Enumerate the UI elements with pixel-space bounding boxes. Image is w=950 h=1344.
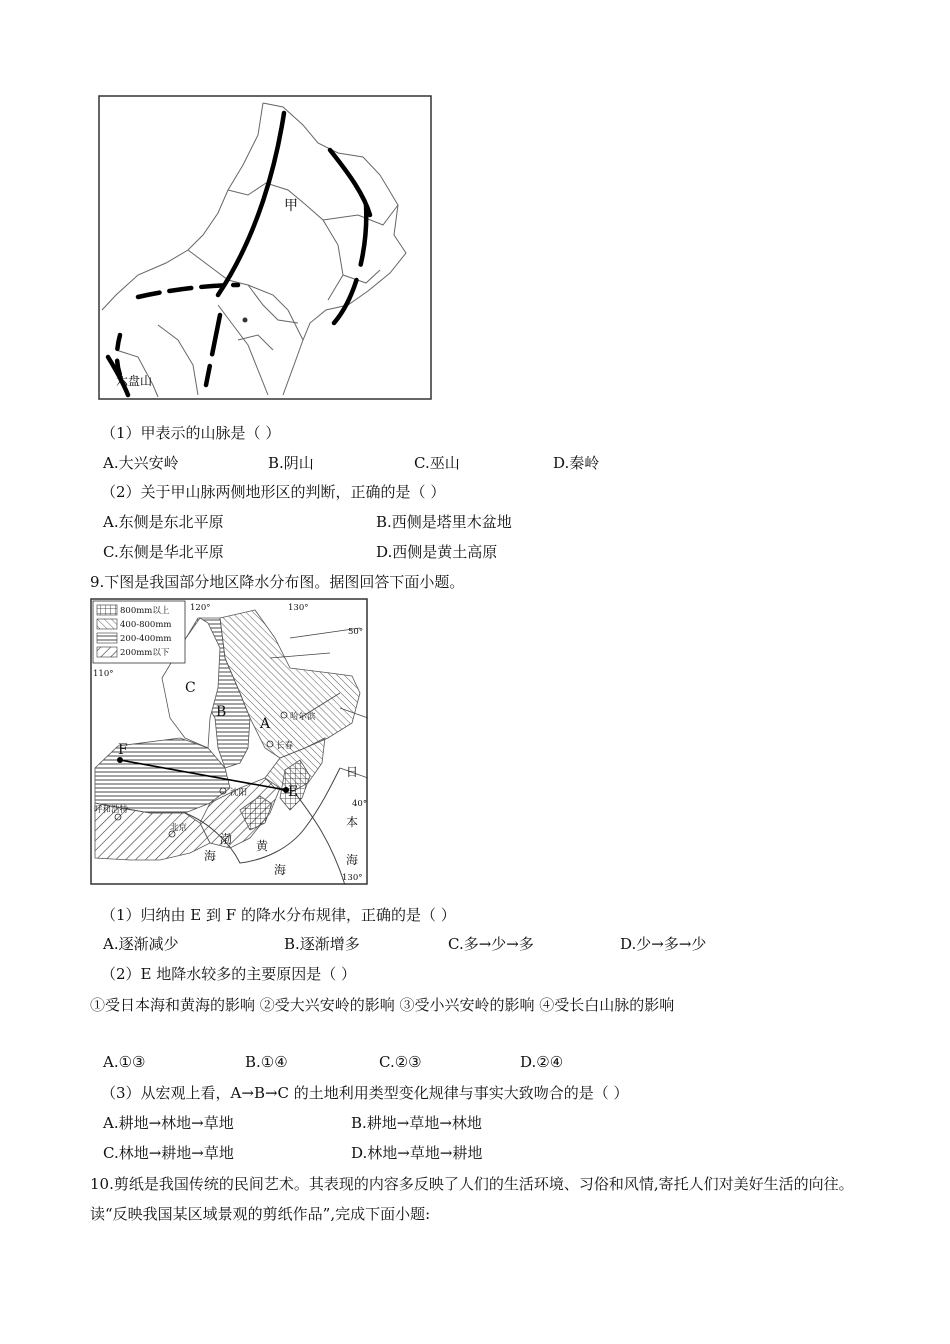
precipitation-map (90, 598, 368, 885)
lon-130b: 130° (342, 873, 363, 883)
map1-label-jia: 甲 (284, 198, 298, 214)
q10-text: 10.剪纸是我国传统的民间艺术。其表现的内容多反映了人们的生活环境、习俗和风情,寄托人们对美好生活的向往。读“反映我国某区域景观的剪纸作品”,完成下面小题: (90, 1175, 854, 1223)
q9-sub1-option-d[interactable]: D.少→多→少 (620, 935, 707, 953)
sea-label-huang: 黄 (256, 839, 269, 853)
lon-130: 130° (288, 603, 309, 613)
q9-sub1-option-a[interactable]: A.逐渐减少 (103, 935, 179, 953)
city-beijing: 北京 (170, 823, 188, 833)
q9-sub3-option-c[interactable]: C.林地→耕地→草地 (103, 1144, 234, 1162)
q8-sub1-option-a[interactable]: A.大兴安岭 (103, 454, 179, 472)
legend-400-800: 400-800mm (120, 620, 172, 630)
lon-110: 110° (93, 669, 114, 679)
city-shenyang: 沈阳 (230, 788, 248, 798)
lat-40: 40° (352, 799, 368, 809)
sea-label-ben: 本 (346, 815, 359, 829)
q8-sub2-option-b[interactable]: B.西侧是塔里木盆地 (376, 513, 512, 531)
legend-200-400: 200-400mm (120, 634, 172, 644)
q9-sub3-option-a[interactable]: A.耕地→林地→草地 (103, 1114, 234, 1132)
region-label-a: A (260, 716, 271, 732)
q9-sub1-stem: （1）归纳由 E 到 F 的降水分布规律，正确的是（ ） (101, 906, 456, 924)
q8-sub1-stem: （1）甲表示的山脉是（ ） (101, 424, 281, 442)
q8-sub2-option-d[interactable]: D.西侧是黄土高原 (376, 543, 498, 561)
city-harbin: 哈尔滨 (290, 712, 316, 722)
sea-label-hai2: 海 (274, 863, 287, 877)
city-huhehaote: 呼和浩特 (94, 805, 129, 815)
sea-label-hai3: 海 (346, 853, 359, 867)
q9-intro: 9.下图是我国部分地区降水分布图。据图回答下面小题。 (90, 573, 465, 591)
q9-sub2-stem: （2）E 地降水较多的主要原因是（ ） (101, 965, 357, 983)
q8-sub2-option-a[interactable]: A.东侧是东北平原 (103, 513, 224, 531)
q8-sub1-option-c[interactable]: C.巫山 (414, 454, 460, 472)
lat-50: 50° (348, 627, 364, 637)
point-label-e: E (288, 784, 299, 800)
city-changchun: 长春 (276, 741, 294, 751)
mountain-map (98, 95, 432, 400)
q9-sub2-items: ①受日本海和黄海的影响 ②受大兴安岭的影响 ③受小兴安岭的影响 ④受长白山脉的影响 (90, 996, 675, 1014)
sea-label-hai1: 海 (204, 849, 217, 863)
lon-120: 120° (190, 603, 211, 613)
q9-sub1-option-c[interactable]: C.多→少→多 (448, 935, 534, 953)
sea-label-ri: 日 (346, 765, 359, 779)
q9-sub2-option-b[interactable]: B.①④ (245, 1053, 288, 1071)
legend-800-above: 800mm以上 (120, 606, 170, 616)
q8-sub2-option-c[interactable]: C.东侧是华北平原 (103, 543, 224, 561)
capital-marker (243, 318, 248, 323)
region-label-b: B (216, 704, 227, 720)
q8-sub1-option-b[interactable]: B.阴山 (268, 454, 314, 472)
q9-sub3-option-d[interactable]: D.林地→草地→耕地 (351, 1144, 483, 1162)
region-label-c: C (185, 680, 196, 696)
sea-label-bo: 渤 (220, 832, 233, 846)
q9-sub1-option-b[interactable]: B.逐渐增多 (284, 935, 360, 953)
map1-label-small: 六盘山 (116, 374, 153, 388)
q8-sub1-option-d[interactable]: D.秦岭 (553, 454, 600, 472)
q8-sub2-stem: （2）关于甲山脉两侧地形区的判断，正确的是（ ） (101, 483, 446, 501)
q9-sub3-option-b[interactable]: B.耕地→草地→林地 (351, 1114, 482, 1132)
q9-sub2-option-c[interactable]: C.②③ (379, 1053, 422, 1071)
q9-sub2-option-a[interactable]: A.①③ (103, 1053, 146, 1071)
legend-200-below: 200mm以下 (120, 648, 170, 658)
point-label-f: F (118, 742, 128, 758)
q9-sub2-option-d[interactable]: D.②④ (520, 1053, 564, 1071)
q9-sub3-stem: （3）从宏观上看，A→B→C 的土地利用类型变化规律与事实大致吻合的是（ ） (101, 1084, 629, 1102)
